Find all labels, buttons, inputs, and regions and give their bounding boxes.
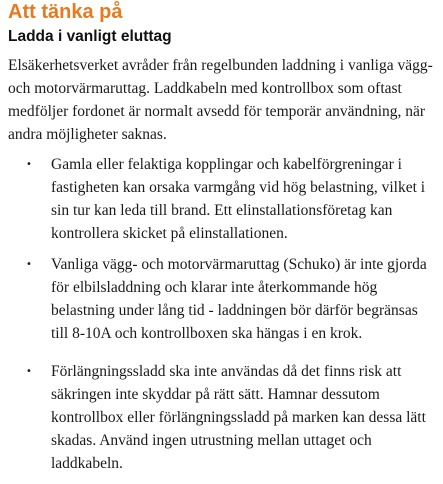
bullet-icon: • — [26, 366, 32, 377]
bullet-icon: • — [26, 259, 32, 270]
subsection-heading: Ladda i vanligt eluttag — [8, 28, 172, 45]
section-heading: Att tänka på — [8, 1, 123, 23]
list-item-text: Förlängningssladd ska inte användas då det finns risk att säkringen inte skyddar på rätt sätt. Hamnar dessutom kontrollbox eller förlängningssladd på marken kan dessa lätt skadas. Använd ingen utrustning mellan uttaget och laddkabeln. — [51, 363, 426, 472]
intro-paragraph: Elsäkerhetsverket avråder från regelbunden laddning i vanliga vägg- och motorvärmaruttag. Laddkabeln med kontrollbox som oftast medföljer fordonet är normalt avsedd för temporär användning, när andra möjligheter saknas. — [8, 57, 433, 143]
bullet-icon: • — [26, 159, 32, 170]
list-item-text: Gamla eller felaktiga kopplingar och kabelförgreningar i fastigheten kan orsaka varmgång vid hög belastning, vilket i sin tur kan leda till brand. Ett elinstallationsföretag kan kontrollera skicket på elinstallationen. — [51, 156, 426, 242]
list-item-text: Vanliga vägg- och motorvärmaruttag (Schuko) är inte gjorda för elbilsladdning och klarar inte återkommande hög belastning under lång tid - laddningen bör därför begränsas till 8-10A och kontrollboxen ska hängas i en krok. — [51, 256, 427, 342]
